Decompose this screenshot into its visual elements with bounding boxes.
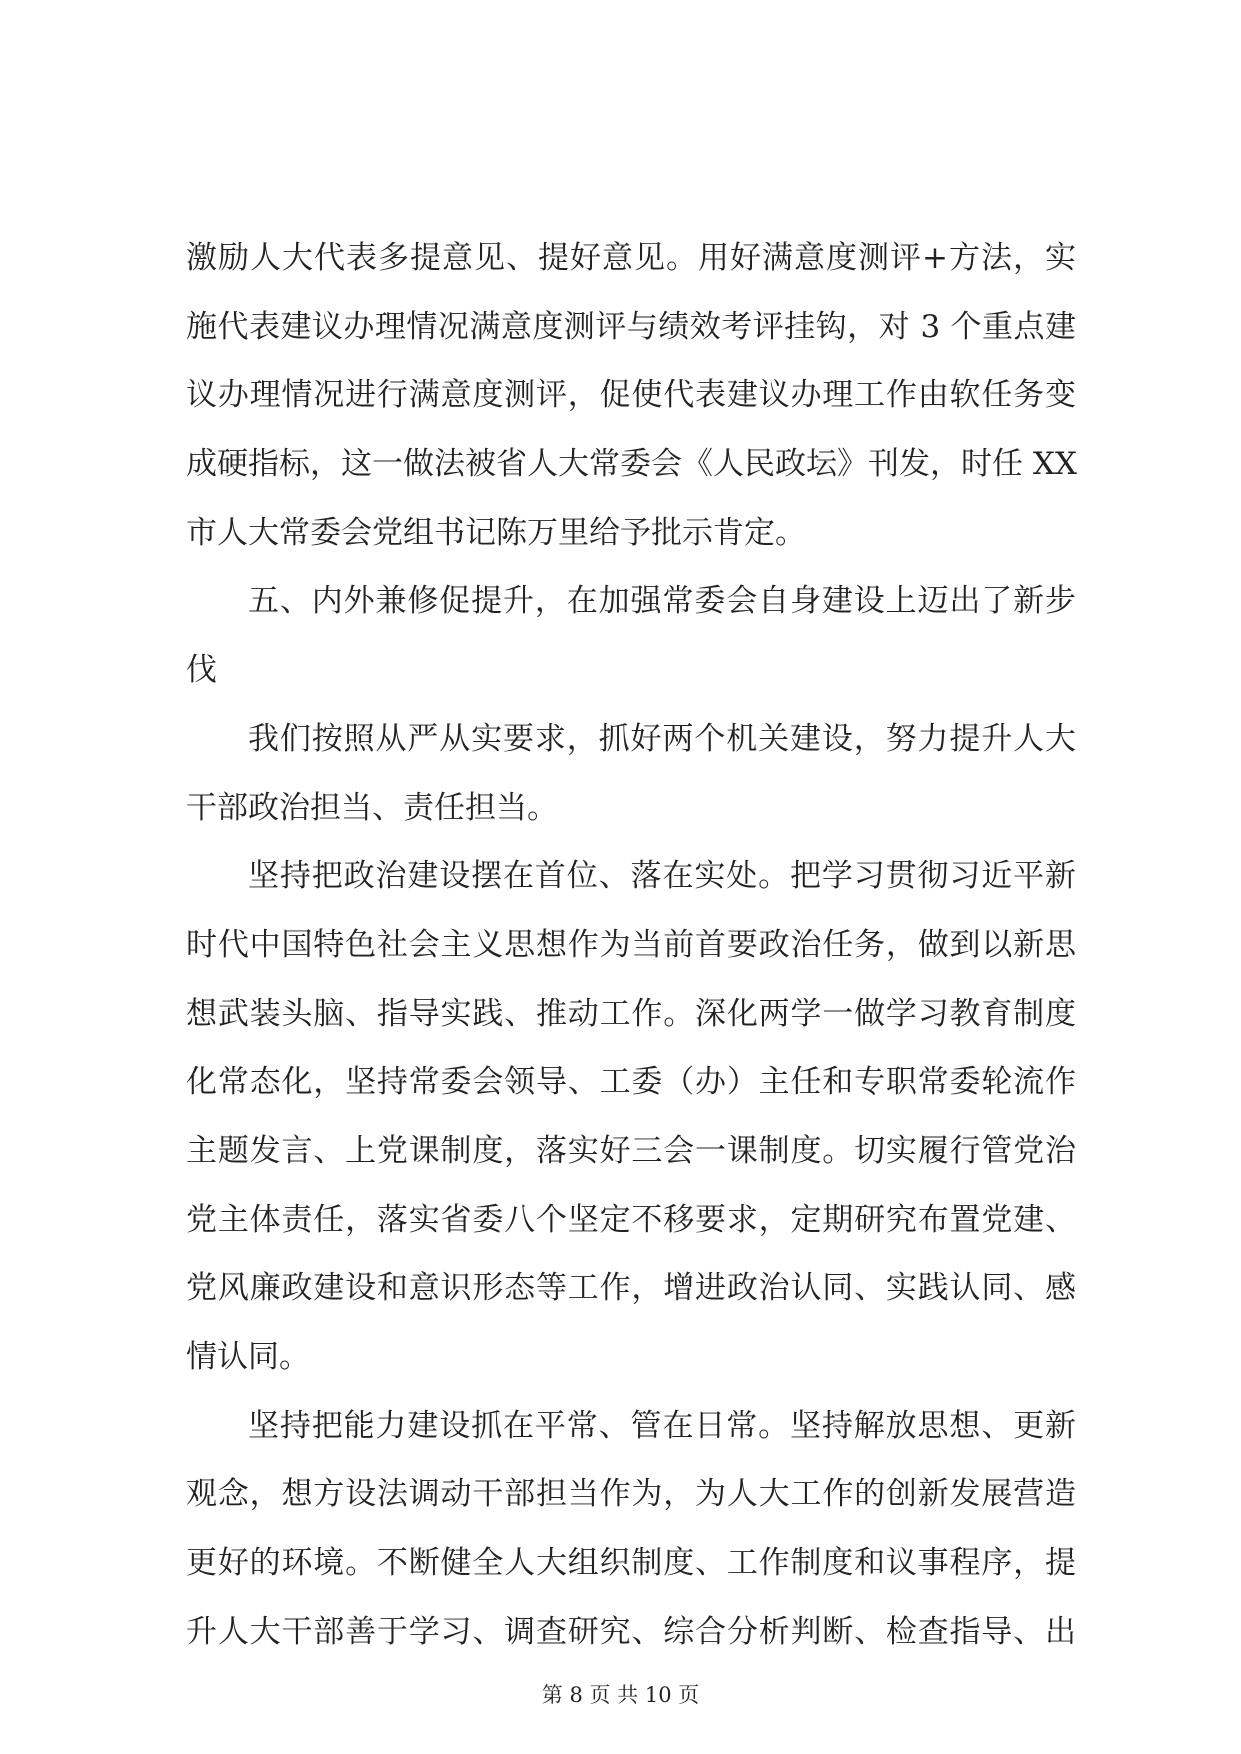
text-line: 情认同。 (186, 1339, 310, 1375)
text-line: 化常态化，坚持常委会领导、工委（办）主任和专职常委轮流作 (186, 1064, 1076, 1101)
text-line: 我们按照从严从实要求，抓好两个机关建设，努力提升人大 (248, 720, 1076, 757)
text-line: 市人大常委会党组书记陈万里给予批示肯定。 (186, 514, 806, 551)
text-line: 干部政治担当、责任担当。 (186, 789, 558, 826)
text-line: 施代表建议办理情况满意度测评与绩效考评挂钩，对 3 个重点建 (186, 308, 1076, 345)
section-heading-line: 伐 (186, 652, 217, 689)
section-heading-line: 五、内外兼修促提升，在加强常委会自身建设上迈出了新步 (248, 583, 1076, 620)
text-line: 激励人大代表多提意见、提好意见。用好满意度测评+方法，实 (186, 240, 1076, 276)
page-number-footer: 第 8 页 共 10 页 (541, 1683, 700, 1707)
text-line: 坚持把政治建设摆在首位、落在实处。把学习贯彻习近平新 (248, 858, 1076, 895)
text-line: 想武装头脑、指导实践、推动工作。深化两学一做学习教育制度 (186, 995, 1076, 1032)
text-line: 时代中国特色社会主义思想作为当前首要政治任务，做到以新思 (186, 926, 1076, 963)
text-line: 议办理情况进行满意度测评，促使代表建议办理工作由软任务变 (186, 377, 1076, 414)
document-body (186, 224, 1076, 1666)
text-line: 党风廉政建设和意识形态等工作，增进政治认同、实践认同、感 (186, 1270, 1076, 1307)
text-line: 升人大干部善于学习、调查研究、综合分析判断、检查指导、出 (186, 1613, 1076, 1650)
text-line: 观念，想方设法调动干部担当作为，为人大工作的创新发展营造 (186, 1476, 1076, 1513)
text-line: 更好的环境。不断健全人大组织制度、工作制度和议事程序，提 (186, 1545, 1076, 1582)
text-line: 主题发言、上党课制度，落实好三会一课制度。切实履行管党治 (186, 1132, 1076, 1169)
text-line: 党主体责任，落实省委八个坚定不移要求，定期研究布置党建、 (186, 1201, 1076, 1238)
text-line: 坚持把能力建设抓在平常、管在日常。坚持解放思想、更新 (248, 1407, 1076, 1444)
text-line: 成硬指标，这一做法被省人大常委会《人民政坛》刊发，时任 XX (186, 446, 1077, 483)
